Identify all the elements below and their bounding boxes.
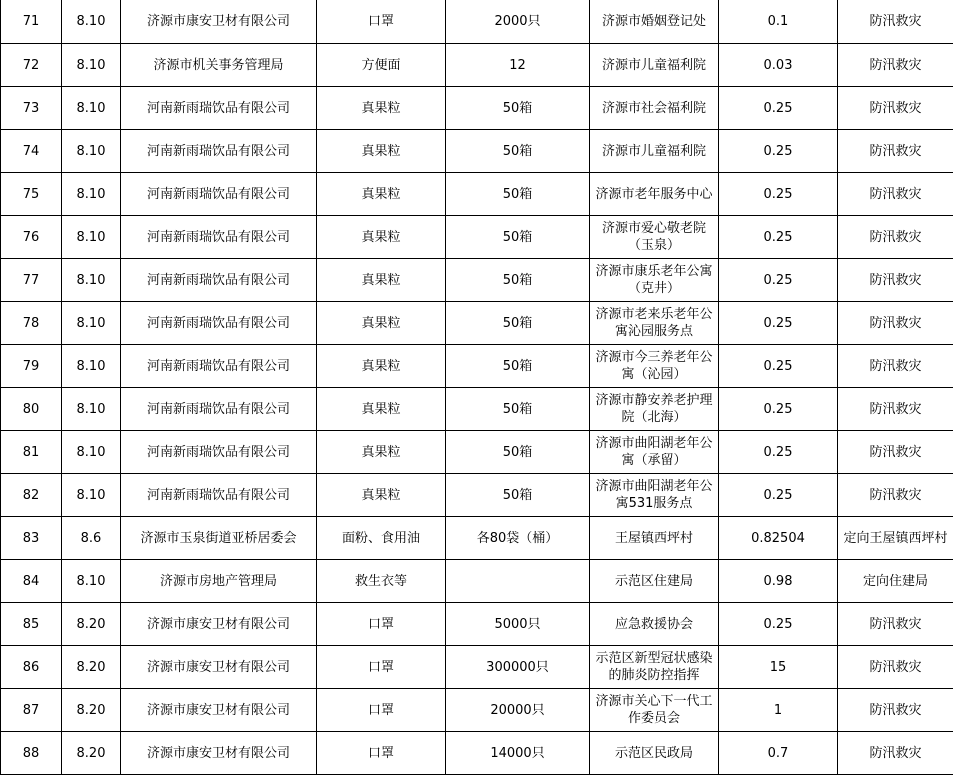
purpose-cell: 防汛救灾: [838, 388, 953, 431]
donor-cell: 河南新雨瑞饮品有限公司: [121, 431, 317, 474]
date-cell: 8.20: [62, 603, 121, 646]
row-number-cell: 84: [1, 560, 62, 603]
value-cell: 0.25: [719, 259, 838, 302]
row-number-cell: 78: [1, 302, 62, 345]
donor-cell: 河南新雨瑞饮品有限公司: [121, 345, 317, 388]
recipient-cell: 济源市婚姻登记处: [590, 0, 719, 44]
quantity-cell: 50箱: [446, 130, 590, 173]
value-cell: 0.25: [719, 130, 838, 173]
quantity-cell: 14000只: [446, 732, 590, 775]
date-cell: 8.10: [62, 431, 121, 474]
row-number-cell: 85: [1, 603, 62, 646]
donor-cell: 河南新雨瑞饮品有限公司: [121, 474, 317, 517]
purpose-cell: 防汛救灾: [838, 302, 953, 345]
date-cell: 8.20: [62, 689, 121, 732]
recipient-cell: 济源市社会福利院: [590, 87, 719, 130]
quantity-cell: 50箱: [446, 345, 590, 388]
donor-cell: 济源市机关事务管理局: [121, 44, 317, 87]
value-cell: 0.25: [719, 603, 838, 646]
row-number-cell: 86: [1, 646, 62, 689]
purpose-cell: 防汛救灾: [838, 474, 953, 517]
purpose-cell: 防汛救灾: [838, 0, 953, 44]
item-cell: 真果粒: [317, 173, 446, 216]
quantity-cell: 50箱: [446, 259, 590, 302]
recipient-cell: 示范区住建局: [590, 560, 719, 603]
item-cell: 真果粒: [317, 216, 446, 259]
donor-cell: 河南新雨瑞饮品有限公司: [121, 130, 317, 173]
table-row: [1, 603, 953, 646]
table-row: [1, 732, 953, 775]
date-cell: 8.10: [62, 474, 121, 517]
purpose-cell: 防汛救灾: [838, 216, 953, 259]
quantity-cell: 50箱: [446, 474, 590, 517]
row-number-cell: 73: [1, 87, 62, 130]
purpose-cell: 定向王屋镇西坪村: [838, 517, 953, 560]
table-row: [1, 44, 953, 87]
value-cell: 0.1: [719, 0, 838, 44]
purpose-cell: 防汛救灾: [838, 689, 953, 732]
table-row: [1, 173, 953, 216]
date-cell: 8.10: [62, 345, 121, 388]
quantity-cell: 50箱: [446, 388, 590, 431]
row-number-cell: 87: [1, 689, 62, 732]
recipient-cell: 济源市爱心敬老院（玉泉）: [590, 216, 719, 259]
date-cell: 8.10: [62, 388, 121, 431]
quantity-cell: 各80袋（桶）: [446, 517, 590, 560]
item-cell: 救生衣等: [317, 560, 446, 603]
quantity-cell: 50箱: [446, 431, 590, 474]
date-cell: 8.10: [62, 216, 121, 259]
recipient-cell: 应急救援协会: [590, 603, 719, 646]
recipient-cell: 济源市老来乐老年公寓沁园服务点: [590, 302, 719, 345]
date-cell: 8.10: [62, 302, 121, 345]
donor-cell: 河南新雨瑞饮品有限公司: [121, 173, 317, 216]
quantity-cell: 50箱: [446, 173, 590, 216]
donor-cell: 济源市康安卫材有限公司: [121, 689, 317, 732]
donor-cell: 济源市康安卫材有限公司: [121, 732, 317, 775]
quantity-cell: 50箱: [446, 302, 590, 345]
row-number-cell: 83: [1, 517, 62, 560]
recipient-cell: 示范区新型冠状感染的肺炎防控指挥: [590, 646, 719, 689]
table-body: [1, 0, 953, 775]
table-row: [1, 302, 953, 345]
date-cell: 8.10: [62, 130, 121, 173]
donor-cell: 河南新雨瑞饮品有限公司: [121, 259, 317, 302]
date-cell: 8.10: [62, 259, 121, 302]
recipient-cell: 王屋镇西坪村: [590, 517, 719, 560]
value-cell: 0.25: [719, 216, 838, 259]
table-row: [1, 345, 953, 388]
item-cell: 口罩: [317, 689, 446, 732]
item-cell: 真果粒: [317, 345, 446, 388]
table-row: [1, 388, 953, 431]
purpose-cell: 防汛救灾: [838, 345, 953, 388]
quantity-cell: 5000只: [446, 603, 590, 646]
purpose-cell: 防汛救灾: [838, 87, 953, 130]
table-row: [1, 216, 953, 259]
quantity-cell: 12: [446, 44, 590, 87]
donor-cell: 济源市康安卫材有限公司: [121, 646, 317, 689]
donor-cell: 河南新雨瑞饮品有限公司: [121, 388, 317, 431]
recipient-cell: 济源市静安养老护理院（北海）: [590, 388, 719, 431]
item-cell: 口罩: [317, 603, 446, 646]
item-cell: 口罩: [317, 646, 446, 689]
date-cell: 8.20: [62, 646, 121, 689]
table-row: [1, 130, 953, 173]
table-row: [1, 431, 953, 474]
row-number-cell: 80: [1, 388, 62, 431]
date-cell: 8.10: [62, 560, 121, 603]
donor-cell: 河南新雨瑞饮品有限公司: [121, 302, 317, 345]
date-cell: 8.10: [62, 87, 121, 130]
value-cell: 0.25: [719, 474, 838, 517]
row-number-cell: 79: [1, 345, 62, 388]
item-cell: 真果粒: [317, 431, 446, 474]
value-cell: 0.25: [719, 173, 838, 216]
quantity-cell: 300000只: [446, 646, 590, 689]
donor-cell: 济源市房地产管理局: [121, 560, 317, 603]
row-number-cell: 71: [1, 0, 62, 44]
recipient-cell: 济源市曲阳湖老年公寓531服务点: [590, 474, 719, 517]
table-row: [1, 0, 953, 44]
quantity-cell: 50箱: [446, 87, 590, 130]
value-cell: 1: [719, 689, 838, 732]
row-number-cell: 75: [1, 173, 62, 216]
recipient-cell: 济源市曲阳湖老年公寓（承留）: [590, 431, 719, 474]
value-cell: 0.25: [719, 87, 838, 130]
purpose-cell: 防汛救灾: [838, 603, 953, 646]
item-cell: 真果粒: [317, 302, 446, 345]
item-cell: 方便面: [317, 44, 446, 87]
value-cell: 0.98: [719, 560, 838, 603]
row-number-cell: 74: [1, 130, 62, 173]
table-row: [1, 474, 953, 517]
quantity-cell: 2000只: [446, 0, 590, 44]
table-row: [1, 689, 953, 732]
date-cell: 8.10: [62, 44, 121, 87]
value-cell: 0.25: [719, 345, 838, 388]
value-cell: 0.25: [719, 431, 838, 474]
value-cell: 0.25: [719, 302, 838, 345]
item-cell: 真果粒: [317, 474, 446, 517]
recipient-cell: 济源市康乐老年公寓（克井）: [590, 259, 719, 302]
purpose-cell: 防汛救灾: [838, 130, 953, 173]
item-cell: 面粉、食用油: [317, 517, 446, 560]
donor-cell: 河南新雨瑞饮品有限公司: [121, 87, 317, 130]
date-cell: 8.6: [62, 517, 121, 560]
purpose-cell: 防汛救灾: [838, 732, 953, 775]
table-row: [1, 259, 953, 302]
row-number-cell: 81: [1, 431, 62, 474]
recipient-cell: 济源市老年服务中心: [590, 173, 719, 216]
recipient-cell: 济源市儿童福利院: [590, 44, 719, 87]
donor-cell: 河南新雨瑞饮品有限公司: [121, 216, 317, 259]
donor-cell: 济源市康安卫材有限公司: [121, 0, 317, 44]
table-row: [1, 87, 953, 130]
purpose-cell: 防汛救灾: [838, 173, 953, 216]
row-number-cell: 77: [1, 259, 62, 302]
table-row: [1, 560, 953, 603]
date-cell: 8.10: [62, 0, 121, 44]
donor-cell: 济源市康安卫材有限公司: [121, 603, 317, 646]
value-cell: 15: [719, 646, 838, 689]
item-cell: 真果粒: [317, 130, 446, 173]
item-cell: 真果粒: [317, 388, 446, 431]
date-cell: 8.10: [62, 173, 121, 216]
recipient-cell: 济源市儿童福利院: [590, 130, 719, 173]
recipient-cell: 济源市关心下一代工作委员会: [590, 689, 719, 732]
purpose-cell: 防汛救灾: [838, 431, 953, 474]
donor-cell: 济源市玉泉街道亚桥居委会: [121, 517, 317, 560]
row-number-cell: 82: [1, 474, 62, 517]
row-number-cell: 76: [1, 216, 62, 259]
row-number-cell: 72: [1, 44, 62, 87]
value-cell: 0.25: [719, 388, 838, 431]
purpose-cell: 防汛救灾: [838, 259, 953, 302]
date-cell: 8.20: [62, 732, 121, 775]
item-cell: 口罩: [317, 0, 446, 44]
table-row: [1, 517, 953, 560]
table-row: [1, 646, 953, 689]
quantity-cell: 50箱: [446, 216, 590, 259]
recipient-cell: 示范区民政局: [590, 732, 719, 775]
value-cell: 0.7: [719, 732, 838, 775]
purpose-cell: 定向住建局: [838, 560, 953, 603]
purpose-cell: 防汛救灾: [838, 44, 953, 87]
value-cell: 0.03: [719, 44, 838, 87]
value-cell: 0.82504: [719, 517, 838, 560]
quantity-cell: 20000只: [446, 689, 590, 732]
row-number-cell: 88: [1, 732, 62, 775]
quantity-cell: [446, 560, 590, 603]
item-cell: 口罩: [317, 732, 446, 775]
recipient-cell: 济源市今三养老年公寓（沁园）: [590, 345, 719, 388]
purpose-cell: 防汛救灾: [838, 646, 953, 689]
item-cell: 真果粒: [317, 87, 446, 130]
item-cell: 真果粒: [317, 259, 446, 302]
